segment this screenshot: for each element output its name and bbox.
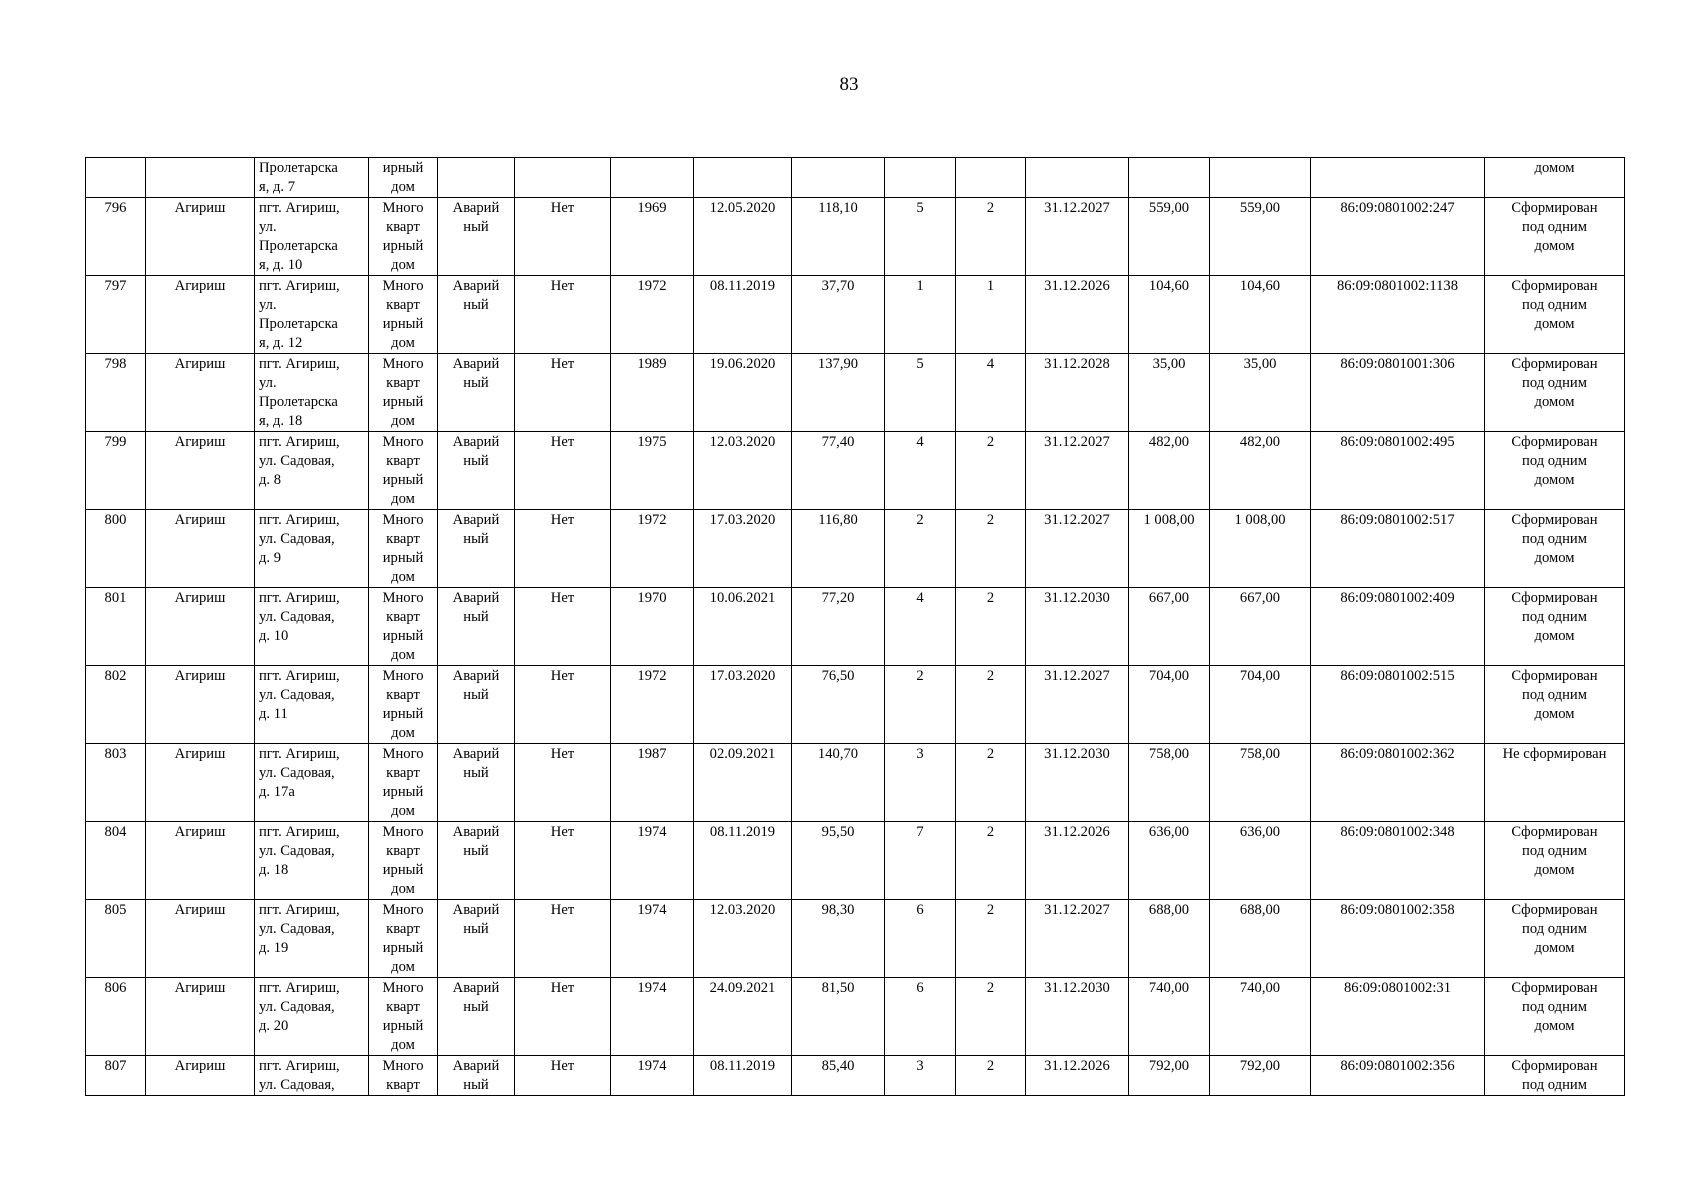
area-cell: 81,50 xyxy=(792,978,885,1056)
count-1-cell: 7 xyxy=(885,822,956,900)
building-type-cell: Много кварт ирный дом xyxy=(369,588,438,666)
address-cell: пгт. Агириш, ул. Садовая, xyxy=(255,1056,369,1096)
count-2-cell: 2 xyxy=(956,822,1026,900)
value-2-cell: 740,00 xyxy=(1210,978,1311,1056)
area-cell: 116,80 xyxy=(792,510,885,588)
settlement-cell: Агириш xyxy=(146,510,255,588)
land-status-cell: домом xyxy=(1485,158,1625,198)
count-2-cell: 1 xyxy=(956,276,1026,354)
deadline-cell: 31.12.2027 xyxy=(1026,510,1129,588)
area-cell: 137,90 xyxy=(792,354,885,432)
value-1-cell: 758,00 xyxy=(1129,744,1210,822)
settlement-cell: Агириш xyxy=(146,588,255,666)
date-cell: 12.05.2020 xyxy=(694,198,792,276)
deadline-cell: 31.12.2027 xyxy=(1026,900,1129,978)
flag-cell: Нет xyxy=(515,978,611,1056)
cadastral-number-cell: 86:09:0801002:409 xyxy=(1311,588,1485,666)
settlement-cell: Агириш xyxy=(146,1056,255,1096)
value-1-cell: 688,00 xyxy=(1129,900,1210,978)
count-2-cell: 4 xyxy=(956,354,1026,432)
land-status-cell: Сформирован под одним домом xyxy=(1485,978,1625,1056)
condition-cell: Аварий ный xyxy=(438,1056,515,1096)
area-cell: 118,10 xyxy=(792,198,885,276)
row-number-cell: 801 xyxy=(86,588,146,666)
building-type-cell: ирный дом xyxy=(369,158,438,198)
settlement-cell: Агириш xyxy=(146,822,255,900)
date-cell: 17.03.2020 xyxy=(694,666,792,744)
land-status-cell: Сформирован под одним домом xyxy=(1485,900,1625,978)
table-row xyxy=(86,354,1625,432)
building-type-cell: Много кварт xyxy=(369,1056,438,1096)
address-cell: пгт. Агириш, ул. Садовая, д. 18 xyxy=(255,822,369,900)
address-cell: пгт. Агириш, ул. Садовая, д. 11 xyxy=(255,666,369,744)
address-cell: пгт. Агириш, ул. Садовая, д. 20 xyxy=(255,978,369,1056)
year-cell: 1987 xyxy=(611,744,694,822)
value-2-cell: 667,00 xyxy=(1210,588,1311,666)
count-2-cell: 2 xyxy=(956,900,1026,978)
count-1-cell: 6 xyxy=(885,978,956,1056)
count-1-cell: 1 xyxy=(885,276,956,354)
land-status-cell: Сформирован под одним домом xyxy=(1485,276,1625,354)
year-cell: 1989 xyxy=(611,354,694,432)
cadastral-number-cell: 86:09:0801001:306 xyxy=(1311,354,1485,432)
year-cell: 1970 xyxy=(611,588,694,666)
row-number-cell: 803 xyxy=(86,744,146,822)
address-cell: пгт. Агириш, ул. Пролетарска я, д. 12 xyxy=(255,276,369,354)
count-1-cell: 2 xyxy=(885,666,956,744)
flag-cell: Нет xyxy=(515,276,611,354)
count-1-cell: 4 xyxy=(885,588,956,666)
building-type-cell: Много кварт ирный дом xyxy=(369,510,438,588)
area-cell: 76,50 xyxy=(792,666,885,744)
deadline-cell: 31.12.2026 xyxy=(1026,1056,1129,1096)
area-cell: 95,50 xyxy=(792,822,885,900)
value-2-cell: 688,00 xyxy=(1210,900,1311,978)
flag-cell: Нет xyxy=(515,666,611,744)
address-cell: пгт. Агириш, ул. Садовая, д. 8 xyxy=(255,432,369,510)
row-number-cell: 806 xyxy=(86,978,146,1056)
year-cell: 1969 xyxy=(611,198,694,276)
condition-cell: Аварий ный xyxy=(438,510,515,588)
flag-cell: Нет xyxy=(515,510,611,588)
deadline-cell: 31.12.2027 xyxy=(1026,198,1129,276)
building-type-cell: Много кварт ирный дом xyxy=(369,900,438,978)
area-cell: 140,70 xyxy=(792,744,885,822)
count-2-cell: 2 xyxy=(956,1056,1026,1096)
address-cell: пгт. Агириш, ул. Садовая, д. 10 xyxy=(255,588,369,666)
row-number-cell: 800 xyxy=(86,510,146,588)
value-1-cell: 482,00 xyxy=(1129,432,1210,510)
deadline-cell: 31.12.2030 xyxy=(1026,978,1129,1056)
flag-cell: Нет xyxy=(515,354,611,432)
flag-cell: Нет xyxy=(515,588,611,666)
building-type-cell: Много кварт ирный дом xyxy=(369,978,438,1056)
building-type-cell: Много кварт ирный дом xyxy=(369,822,438,900)
cadastral-number-cell: 86:09:0801002:356 xyxy=(1311,1056,1485,1096)
area-cell: 77,20 xyxy=(792,588,885,666)
table-row xyxy=(86,666,1625,744)
address-cell: Пролетарска я, д. 7 xyxy=(255,158,369,198)
deadline-cell: 31.12.2028 xyxy=(1026,354,1129,432)
date-cell: 08.11.2019 xyxy=(694,1056,792,1096)
count-2-cell: 2 xyxy=(956,588,1026,666)
address-cell: пгт. Агириш, ул. Пролетарска я, д. 18 xyxy=(255,354,369,432)
land-status-cell: Сформирован под одним домом xyxy=(1485,354,1625,432)
count-1-cell: 5 xyxy=(885,198,956,276)
value-1-cell: 704,00 xyxy=(1129,666,1210,744)
table-row-continued xyxy=(86,158,1625,198)
year-cell: 1975 xyxy=(611,432,694,510)
date-cell: 17.03.2020 xyxy=(694,510,792,588)
value-2-cell: 758,00 xyxy=(1210,744,1311,822)
flag-cell: Нет xyxy=(515,744,611,822)
value-1-cell: 559,00 xyxy=(1129,198,1210,276)
cadastral-number-cell: 86:09:0801002:358 xyxy=(1311,900,1485,978)
table-row xyxy=(86,744,1625,822)
address-cell: пгт. Агириш, ул. Пролетарска я, д. 10 xyxy=(255,198,369,276)
flag-cell: Нет xyxy=(515,432,611,510)
value-1-cell: 740,00 xyxy=(1129,978,1210,1056)
address-cell: пгт. Агириш, ул. Садовая, д. 9 xyxy=(255,510,369,588)
deadline-cell: 31.12.2027 xyxy=(1026,666,1129,744)
table-row xyxy=(86,588,1625,666)
settlement-cell: Агириш xyxy=(146,744,255,822)
date-cell: 12.03.2020 xyxy=(694,432,792,510)
land-status-cell: Сформирован под одним домом xyxy=(1485,666,1625,744)
table-row xyxy=(86,432,1625,510)
flag-cell: Нет xyxy=(515,900,611,978)
year-cell: 1974 xyxy=(611,822,694,900)
land-status-cell: Сформирован под одним домом xyxy=(1485,822,1625,900)
value-1-cell: 1 008,00 xyxy=(1129,510,1210,588)
year-cell: 1974 xyxy=(611,978,694,1056)
count-1-cell: 3 xyxy=(885,1056,956,1096)
count-1-cell: 3 xyxy=(885,744,956,822)
date-cell: 10.06.2021 xyxy=(694,588,792,666)
table-row xyxy=(86,198,1625,276)
condition-cell: Аварий ный xyxy=(438,666,515,744)
row-number-cell: 797 xyxy=(86,276,146,354)
count-2-cell: 2 xyxy=(956,198,1026,276)
date-cell: 24.09.2021 xyxy=(694,978,792,1056)
deadline-cell: 31.12.2026 xyxy=(1026,822,1129,900)
date-cell: 08.11.2019 xyxy=(694,276,792,354)
settlement-cell: Агириш xyxy=(146,354,255,432)
condition-cell: Аварий ный xyxy=(438,900,515,978)
row-number-cell: 798 xyxy=(86,354,146,432)
settlement-cell: Агириш xyxy=(146,900,255,978)
area-cell: 77,40 xyxy=(792,432,885,510)
count-1-cell: 4 xyxy=(885,432,956,510)
cadastral-number-cell: 86:09:0801002:247 xyxy=(1311,198,1485,276)
cadastral-number-cell: 86:09:0801002:495 xyxy=(1311,432,1485,510)
table-row xyxy=(86,510,1625,588)
count-1-cell: 2 xyxy=(885,510,956,588)
value-1-cell: 35,00 xyxy=(1129,354,1210,432)
cadastral-number-cell: 86:09:0801002:517 xyxy=(1311,510,1485,588)
deadline-cell: 31.12.2026 xyxy=(1026,276,1129,354)
address-cell: пгт. Агириш, ул. Садовая, д. 19 xyxy=(255,900,369,978)
row-number-cell: 807 xyxy=(86,1056,146,1096)
land-status-cell: Сформирован под одним домом xyxy=(1485,510,1625,588)
condition-cell: Аварий ный xyxy=(438,276,515,354)
condition-cell: Аварий ный xyxy=(438,354,515,432)
flag-cell: Нет xyxy=(515,198,611,276)
flag-cell: Нет xyxy=(515,1056,611,1096)
deadline-cell: 31.12.2030 xyxy=(1026,588,1129,666)
value-2-cell: 1 008,00 xyxy=(1210,510,1311,588)
year-cell: 1972 xyxy=(611,666,694,744)
row-number-cell: 799 xyxy=(86,432,146,510)
cadastral-number-cell: 86:09:0801002:515 xyxy=(1311,666,1485,744)
area-cell: 85,40 xyxy=(792,1056,885,1096)
cadastral-number-cell: 86:09:0801002:362 xyxy=(1311,744,1485,822)
deadline-cell: 31.12.2027 xyxy=(1026,432,1129,510)
value-1-cell: 104,60 xyxy=(1129,276,1210,354)
year-cell: 1972 xyxy=(611,510,694,588)
area-cell: 37,70 xyxy=(792,276,885,354)
housing-registry-table xyxy=(85,157,1625,1096)
area-cell: 98,30 xyxy=(792,900,885,978)
deadline-cell: 31.12.2030 xyxy=(1026,744,1129,822)
value-2-cell: 559,00 xyxy=(1210,198,1311,276)
building-type-cell: Много кварт ирный дом xyxy=(369,666,438,744)
row-number-cell: 804 xyxy=(86,822,146,900)
year-cell: 1974 xyxy=(611,1056,694,1096)
row-number-cell: 802 xyxy=(86,666,146,744)
date-cell: 08.11.2019 xyxy=(694,822,792,900)
value-2-cell: 104,60 xyxy=(1210,276,1311,354)
land-status-cell: Сформирован под одним xyxy=(1485,1056,1625,1096)
condition-cell: Аварий ный xyxy=(438,822,515,900)
value-2-cell: 482,00 xyxy=(1210,432,1311,510)
land-status-cell: Сформирован под одним домом xyxy=(1485,432,1625,510)
table-row xyxy=(86,978,1625,1056)
cadastral-number-cell: 86:09:0801002:348 xyxy=(1311,822,1485,900)
value-1-cell: 636,00 xyxy=(1129,822,1210,900)
count-1-cell: 6 xyxy=(885,900,956,978)
land-status-cell: Сформирован под одним домом xyxy=(1485,588,1625,666)
building-type-cell: Много кварт ирный дом xyxy=(369,744,438,822)
condition-cell: Аварий ный xyxy=(438,432,515,510)
flag-cell: Нет xyxy=(515,822,611,900)
settlement-cell: Агириш xyxy=(146,432,255,510)
building-type-cell: Много кварт ирный дом xyxy=(369,198,438,276)
settlement-cell: Агириш xyxy=(146,978,255,1056)
count-2-cell: 2 xyxy=(956,432,1026,510)
value-2-cell: 792,00 xyxy=(1210,1056,1311,1096)
row-number-cell: 796 xyxy=(86,198,146,276)
table-row xyxy=(86,822,1625,900)
land-status-cell: Не сформирован xyxy=(1485,744,1625,822)
count-2-cell: 2 xyxy=(956,510,1026,588)
condition-cell: Аварий ный xyxy=(438,198,515,276)
building-type-cell: Много кварт ирный дом xyxy=(369,432,438,510)
building-type-cell: Много кварт ирный дом xyxy=(369,354,438,432)
settlement-cell: Агириш xyxy=(146,198,255,276)
count-2-cell: 2 xyxy=(956,744,1026,822)
condition-cell: Аварий ный xyxy=(438,744,515,822)
cadastral-number-cell: 86:09:0801002:31 xyxy=(1311,978,1485,1056)
condition-cell: Аварий ный xyxy=(438,588,515,666)
row-number-cell: 805 xyxy=(86,900,146,978)
count-2-cell: 2 xyxy=(956,978,1026,1056)
page-number: 83 xyxy=(839,74,859,95)
count-1-cell: 5 xyxy=(885,354,956,432)
settlement-cell: Агириш xyxy=(146,276,255,354)
settlement-cell: Агириш xyxy=(146,666,255,744)
value-2-cell: 704,00 xyxy=(1210,666,1311,744)
condition-cell: Аварий ный xyxy=(438,978,515,1056)
date-cell: 02.09.2021 xyxy=(694,744,792,822)
value-2-cell: 35,00 xyxy=(1210,354,1311,432)
address-cell: пгт. Агириш, ул. Садовая, д. 17а xyxy=(255,744,369,822)
value-2-cell: 636,00 xyxy=(1210,822,1311,900)
year-cell: 1974 xyxy=(611,900,694,978)
land-status-cell: Сформирован под одним домом xyxy=(1485,198,1625,276)
count-2-cell: 2 xyxy=(956,666,1026,744)
table-row xyxy=(86,1056,1625,1096)
table-row xyxy=(86,276,1625,354)
table-row xyxy=(86,900,1625,978)
date-cell: 19.06.2020 xyxy=(694,354,792,432)
year-cell: 1972 xyxy=(611,276,694,354)
cadastral-number-cell: 86:09:0801002:1138 xyxy=(1311,276,1485,354)
date-cell: 12.03.2020 xyxy=(694,900,792,978)
building-type-cell: Много кварт ирный дом xyxy=(369,276,438,354)
value-1-cell: 667,00 xyxy=(1129,588,1210,666)
value-1-cell: 792,00 xyxy=(1129,1056,1210,1096)
